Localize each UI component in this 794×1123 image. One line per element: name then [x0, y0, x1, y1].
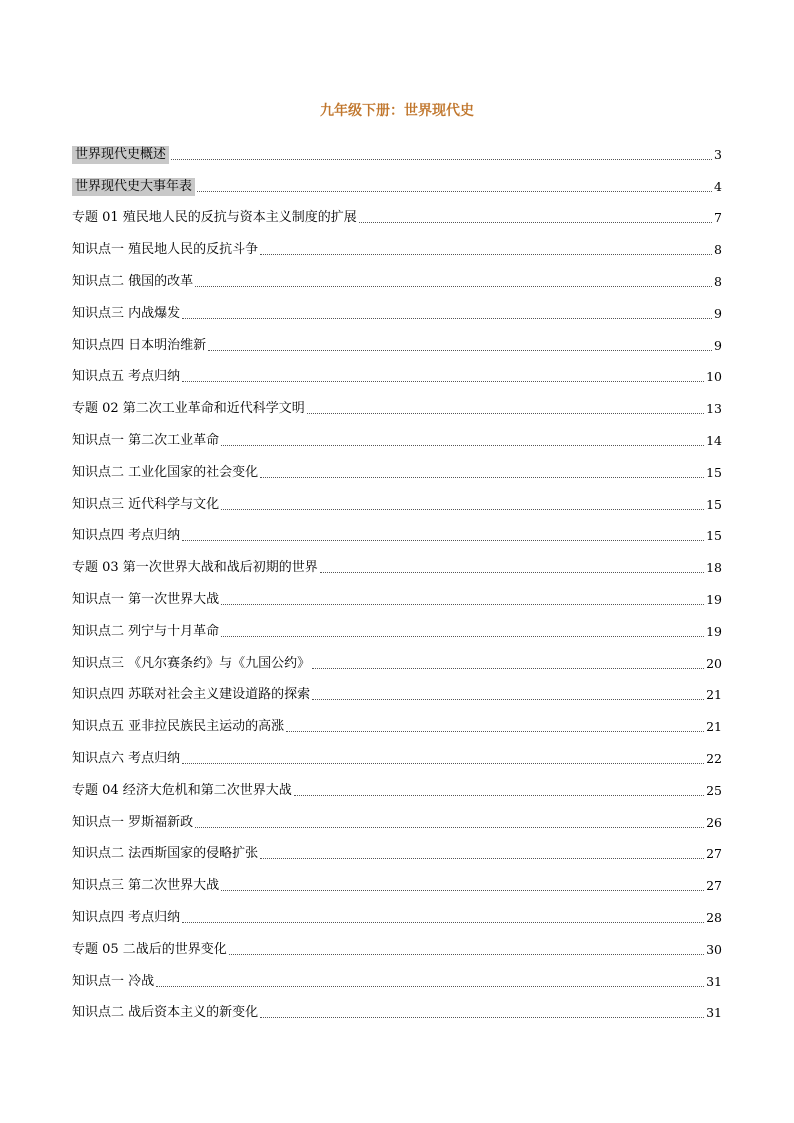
toc-page-number: 30	[706, 941, 722, 957]
toc-entry-label: 知识点三 近代科学与文化	[72, 496, 220, 512]
toc-entry[interactable]	[72, 227, 722, 259]
toc-entry[interactable]	[72, 132, 722, 164]
toc-page-number: 9	[714, 337, 722, 353]
toc-entry-label: 知识点六 考点归纳	[72, 750, 181, 766]
toc-entry[interactable]	[72, 641, 722, 673]
toc-entry[interactable]	[72, 768, 722, 800]
toc-entry-label: 知识点四 考点归纳	[72, 909, 181, 925]
toc-page-number: 26	[706, 814, 722, 830]
toc-dot-leader	[229, 954, 704, 955]
toc-entry[interactable]	[72, 736, 722, 768]
toc-entry-label: 知识点二 工业化国家的社会变化	[72, 464, 259, 480]
toc-entry[interactable]	[72, 450, 722, 482]
toc-entry-label: 知识点四 日本明治维新	[72, 337, 207, 353]
toc-page-number: 3	[714, 146, 722, 162]
toc-page-number: 13	[706, 401, 722, 417]
toc-entry[interactable]	[72, 418, 722, 450]
toc-entry-label: 世界现代史大事年表	[72, 178, 195, 196]
page-title: 九年级下册：世界现代史	[320, 103, 474, 119]
toc-page-number: 20	[706, 655, 722, 671]
toc-entry[interactable]	[72, 895, 722, 927]
toc-dot-leader	[312, 699, 704, 700]
toc-dot-leader	[156, 986, 704, 987]
toc-entry[interactable]	[72, 545, 722, 577]
toc-entry[interactable]	[72, 577, 722, 609]
toc-page-number: 31	[706, 1005, 722, 1021]
toc-dot-leader	[221, 636, 704, 637]
toc-entry-label: 专题 04 经济大危机和第二次世界大战	[72, 782, 292, 798]
toc-entry[interactable]	[72, 323, 722, 355]
toc-entry[interactable]	[72, 609, 722, 641]
toc-entry-label: 世界现代史概述	[72, 146, 169, 164]
toc-dot-leader	[182, 318, 712, 319]
toc-page-number: 15	[706, 496, 722, 512]
toc-entry-label: 专题 01 殖民地人民的反抗与资本主义制度的扩展	[72, 210, 357, 226]
toc-entry-label: 知识点一 第一次世界大战	[72, 591, 220, 607]
toc-entry-label: 知识点一 罗斯福新政	[72, 814, 194, 830]
toc-page-number: 21	[706, 687, 722, 703]
toc-dot-leader	[286, 731, 704, 732]
toc-entry[interactable]	[72, 673, 722, 705]
toc-dot-leader	[182, 922, 704, 923]
toc-entry-label: 知识点一 冷战	[72, 973, 155, 989]
toc-entry-label: 知识点二 俄国的改革	[72, 273, 194, 289]
toc-dot-leader	[260, 858, 704, 859]
toc-page-number: 19	[706, 623, 722, 639]
toc-entry-label: 知识点二 战后资本主义的新变化	[72, 1005, 259, 1021]
toc-dot-leader	[221, 445, 704, 446]
toc-entry[interactable]	[72, 704, 722, 736]
toc-dot-leader	[171, 159, 712, 160]
toc-page-number: 10	[706, 369, 722, 385]
toc-page-number: 14	[706, 432, 722, 448]
toc-dot-leader	[221, 604, 704, 605]
toc-dot-leader	[182, 381, 704, 382]
toc-entry-label: 知识点三 《凡尔赛条约》与《九国公约》	[72, 655, 311, 671]
toc-page-number: 27	[706, 846, 722, 862]
toc-dot-leader	[197, 191, 712, 192]
toc-entry[interactable]	[72, 196, 722, 228]
toc-page-number: 31	[706, 973, 722, 989]
toc-page-number: 15	[706, 528, 722, 544]
toc-page-number: 22	[706, 750, 722, 766]
toc-page-number: 27	[706, 878, 722, 894]
toc-entry-label: 知识点五 考点归纳	[72, 369, 181, 385]
toc-page-number: 7	[714, 210, 722, 226]
toc-page-number: 9	[714, 305, 722, 321]
toc-entry-label: 知识点三 第二次世界大战	[72, 878, 220, 894]
toc-dot-leader	[312, 668, 704, 669]
toc-entry[interactable]	[72, 832, 722, 864]
toc-dot-leader	[307, 413, 704, 414]
toc-entry-label: 知识点二 法西斯国家的侵略扩张	[72, 846, 259, 862]
toc-dot-leader	[182, 540, 704, 541]
toc-page-number: 21	[706, 719, 722, 735]
toc-dot-leader	[359, 222, 712, 223]
toc-entry[interactable]	[72, 991, 722, 1023]
toc-dot-leader	[260, 1017, 704, 1018]
toc-entry[interactable]	[72, 164, 722, 196]
toc-entry[interactable]	[72, 291, 722, 323]
toc-entry-label: 知识点一 殖民地人民的反抗斗争	[72, 242, 259, 258]
table-of-contents	[72, 132, 722, 1022]
toc-entry-label: 专题 02 第二次工业革命和近代科学文明	[72, 401, 305, 417]
toc-entry[interactable]	[72, 514, 722, 546]
toc-entry[interactable]	[72, 482, 722, 514]
toc-entry[interactable]	[72, 355, 722, 387]
toc-page-number: 19	[706, 591, 722, 607]
toc-dot-leader	[182, 763, 704, 764]
toc-entry[interactable]	[72, 259, 722, 291]
toc-dot-leader	[260, 477, 704, 478]
toc-entry-label: 专题 05 二战后的世界变化	[72, 941, 227, 957]
toc-entry-label: 知识点四 考点归纳	[72, 528, 181, 544]
toc-page-number: 8	[714, 273, 722, 289]
toc-entry[interactable]	[72, 959, 722, 991]
toc-dot-leader	[195, 286, 712, 287]
toc-dot-leader	[195, 827, 704, 828]
toc-dot-leader	[294, 795, 704, 796]
toc-page-number: 25	[706, 782, 722, 798]
toc-entry[interactable]	[72, 863, 722, 895]
toc-page-number: 18	[706, 560, 722, 576]
toc-dot-leader	[320, 572, 704, 573]
toc-entry-label: 专题 03 第一次世界大战和战后初期的世界	[72, 560, 318, 576]
toc-page-number: 4	[714, 178, 722, 194]
toc-entry-label: 知识点一 第二次工业革命	[72, 432, 220, 448]
toc-dot-leader	[221, 509, 704, 510]
toc-entry-label: 知识点四 苏联对社会主义建设道路的探索	[72, 687, 311, 703]
toc-entry[interactable]	[72, 800, 722, 832]
toc-entry[interactable]	[72, 386, 722, 418]
toc-dot-leader	[260, 254, 712, 255]
toc-dot-leader	[208, 350, 712, 351]
toc-entry[interactable]	[72, 927, 722, 959]
toc-entry-label: 知识点二 列宁与十月革命	[72, 623, 220, 639]
toc-entry-label: 知识点三 内战爆发	[72, 305, 181, 321]
toc-page-number: 28	[706, 909, 722, 925]
toc-page-number: 8	[714, 242, 722, 258]
toc-dot-leader	[221, 890, 704, 891]
toc-page-number: 15	[706, 464, 722, 480]
toc-entry-label: 知识点五 亚非拉民族民主运动的高涨	[72, 719, 285, 735]
